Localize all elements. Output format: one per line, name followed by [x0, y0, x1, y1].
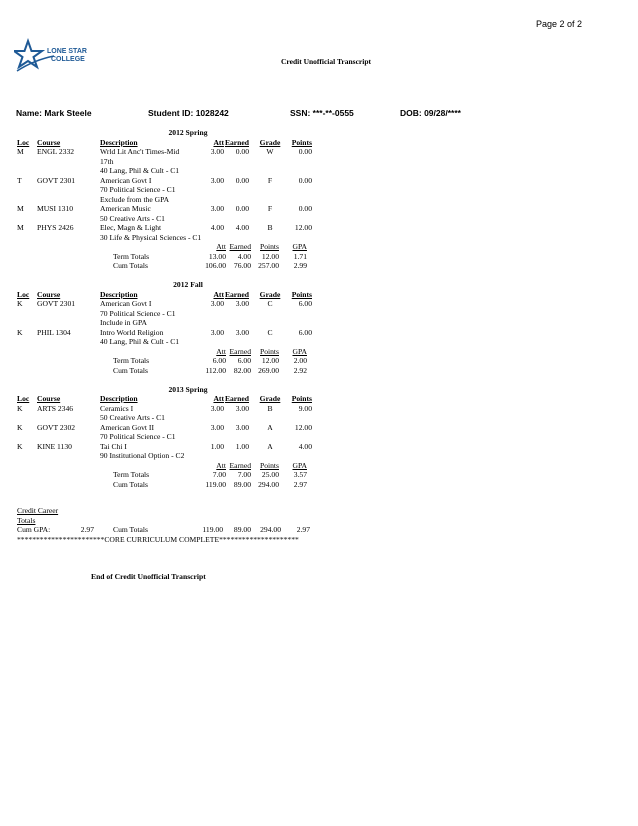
cum-gpa-value: 2.97: [80, 525, 94, 534]
course-points: 12.00: [294, 422, 312, 432]
totals-header-earned: Earned: [229, 242, 251, 251]
course-grade: F: [267, 175, 273, 185]
career-gpa: 2.97: [296, 525, 310, 534]
totals-header-points: Points: [260, 346, 279, 356]
term-totals-earned: 6.00: [237, 356, 251, 365]
course-description-line: 30 Life & Physical Sciences - C1: [100, 232, 202, 242]
course-earned: 3.00: [235, 327, 249, 337]
term-totals-att: 13.00: [208, 251, 226, 261]
col-header-description: Description: [100, 394, 138, 403]
course-description-line: 40 Lang, Phil & Cult - C1: [100, 337, 180, 346]
course-att: 3.00: [210, 147, 224, 156]
cum-totals-att: 106.00: [205, 261, 226, 270]
course-loc: K: [17, 441, 23, 451]
course-points: 0.00: [298, 147, 312, 156]
logo-text-line1: LONE STAR: [47, 48, 87, 55]
course-code: ARTS 2346: [37, 403, 74, 413]
course-points: 6.00: [298, 327, 312, 337]
career-label-totals: Totals: [17, 515, 36, 525]
career-cum-totals-label: Cum Totals: [113, 525, 148, 534]
student-ssn: SSN: ***-**-0555: [290, 108, 354, 118]
col-header-points: Points: [291, 289, 312, 299]
term-totals-att: 7.00: [212, 470, 226, 479]
course-earned: 3.00: [235, 422, 249, 432]
course-grade: B: [267, 223, 273, 232]
totals-header-gpa: GPA: [292, 242, 307, 251]
course-points: 6.00: [298, 299, 312, 308]
course-description-line: Ceramics I: [100, 403, 134, 413]
course-description-line: American Govt I: [100, 299, 152, 308]
col-header-grade: Grade: [259, 289, 281, 299]
col-header-att: Att: [213, 289, 224, 299]
student-name: Name: Mark Steele: [16, 108, 92, 118]
course-loc: T: [17, 175, 22, 185]
course-grade: F: [267, 204, 273, 213]
totals-header-earned: Earned: [229, 346, 251, 356]
term-totals-points: 12.00: [261, 251, 279, 261]
cum-totals-points: 257.00: [258, 261, 279, 270]
course-code: GOVT 2301: [37, 175, 76, 185]
course-code: ENGL 2332: [37, 147, 75, 156]
course-code: MUSI 1310: [37, 204, 74, 213]
core-curriculum-complete: ***********************CORE CURRICULUM COMPLETE*********************: [17, 534, 299, 544]
course-description-line: Exclude from the GPA: [100, 194, 170, 204]
course-loc: M: [17, 223, 24, 232]
course-description-line: Elec, Magn & Light: [100, 223, 162, 232]
student-id: Student ID: 1028242: [148, 108, 229, 118]
course-att: 3.00: [210, 327, 224, 337]
course-att: 3.00: [210, 299, 224, 308]
term-totals-gpa: 1.71: [293, 251, 307, 261]
course-description-line: American Govt I: [100, 175, 152, 185]
totals-header-att: Att: [216, 460, 226, 470]
cum-totals-gpa: 2.92: [293, 365, 307, 375]
course-description-line: Tai Chi I: [100, 441, 127, 451]
totals-header-gpa: GPA: [292, 460, 307, 470]
star-logo-icon: [14, 38, 99, 78]
course-grade: C: [267, 299, 273, 308]
col-header-loc: Loc: [17, 137, 30, 147]
course-code: GOVT 2302: [37, 422, 76, 432]
term-totals-label: Term Totals: [113, 356, 150, 365]
course-description-line: 70 Political Science - C1: [100, 185, 176, 194]
course-att: 3.00: [210, 175, 224, 185]
career-label: Credit Career: [17, 506, 59, 515]
course-description-line: Include in GPA: [100, 318, 147, 327]
cum-totals-label: Cum Totals: [113, 479, 148, 489]
college-logo: [14, 38, 99, 78]
col-header-att: Att: [213, 137, 224, 147]
col-header-course: Course: [37, 394, 61, 403]
course-grade: A: [267, 441, 273, 451]
col-header-description: Description: [100, 137, 138, 147]
col-header-grade: Grade: [259, 137, 281, 147]
course-loc: M: [17, 204, 24, 213]
course-code: KINE 1130: [37, 441, 72, 451]
course-att: 3.00: [210, 403, 224, 413]
term-totals-points: 25.00: [261, 470, 279, 479]
totals-header-att: Att: [216, 346, 226, 356]
course-description-line: 90 Institutional Option - C2: [100, 451, 185, 460]
course-points: 9.00: [298, 403, 312, 413]
student-dob: DOB: 09/28/****: [400, 108, 461, 118]
logo-text-line2: COLLEGE: [51, 56, 85, 63]
course-att: 4.00: [210, 223, 224, 232]
term-totals-label: Term Totals: [113, 470, 150, 479]
cum-totals-earned: 89.00: [233, 479, 251, 489]
totals-header-points: Points: [260, 460, 279, 470]
course-loc: K: [17, 422, 23, 432]
course-earned: 0.00: [235, 147, 249, 156]
course-points: 4.00: [298, 441, 312, 451]
course-att: 3.00: [210, 204, 224, 213]
career-att: 119.00: [202, 525, 223, 534]
course-earned: 3.00: [235, 403, 249, 413]
course-description-line: American Govt II: [100, 422, 154, 432]
term-totals-points: 12.00: [261, 356, 279, 365]
course-description-line: 17th: [100, 156, 114, 166]
course-grade: A: [267, 422, 273, 432]
course-code: GOVT 2301: [37, 299, 76, 308]
col-header-earned: Earned: [224, 394, 249, 403]
cum-totals-points: 269.00: [258, 365, 279, 375]
col-header-course: Course: [37, 289, 61, 299]
course-points: 0.00: [298, 175, 312, 185]
course-description-line: 40 Lang, Phil & Cult - C1: [100, 166, 180, 175]
course-grade: W: [266, 147, 274, 156]
course-points: 12.00: [294, 223, 312, 232]
col-header-earned: Earned: [224, 137, 249, 147]
term-totals-earned: 7.00: [237, 470, 251, 479]
term-heading: 2012 Spring: [168, 128, 208, 137]
cum-totals-att: 119.00: [205, 479, 226, 489]
end-of-transcript: End of Credit Unofficial Transcript: [91, 572, 206, 581]
course-loc: K: [17, 327, 23, 337]
course-description-line: Wrld Lit Anc't Times-Mid: [100, 147, 180, 156]
course-att: 1.00: [210, 441, 224, 451]
cum-totals-earned: 82.00: [233, 365, 251, 375]
col-header-points: Points: [291, 394, 312, 403]
course-description-line: Intro World Religion: [100, 327, 164, 337]
course-loc: M: [17, 147, 24, 156]
course-description-line: 70 Political Science - C1: [100, 308, 176, 318]
career-earned: 89.00: [233, 525, 251, 534]
term-totals-earned: 4.00: [237, 251, 251, 261]
course-description-line: 50 Creative Arts - C1: [100, 213, 165, 223]
col-header-course: Course: [37, 137, 61, 147]
course-points: 0.00: [298, 204, 312, 213]
term-totals-label: Term Totals: [113, 251, 150, 261]
course-description-line: American Music: [100, 204, 151, 213]
course-code: PHYS 2426: [37, 223, 74, 232]
cum-totals-label: Cum Totals: [113, 365, 148, 375]
career-points: 294.00: [260, 525, 281, 534]
totals-header-gpa: GPA: [292, 346, 307, 356]
course-description-line: 70 Political Science - C1: [100, 432, 176, 441]
col-header-grade: Grade: [259, 394, 281, 403]
term-heading: 2012 Fall: [173, 280, 203, 289]
course-earned: 4.00: [235, 223, 249, 232]
cum-totals-gpa: 2.99: [293, 261, 307, 270]
course-earned: 0.00: [235, 204, 249, 213]
course-earned: 1.00: [235, 441, 249, 451]
course-loc: K: [17, 403, 23, 413]
col-header-description: Description: [100, 289, 138, 299]
course-grade: C: [267, 327, 273, 337]
course-earned: 0.00: [235, 175, 249, 185]
totals-header-earned: Earned: [229, 460, 251, 470]
course-description-line: 50 Creative Arts - C1: [100, 413, 165, 422]
col-header-loc: Loc: [17, 394, 30, 403]
cum-gpa-label: Cum GPA:: [17, 525, 51, 534]
col-header-points: Points: [291, 137, 312, 147]
course-earned: 3.00: [235, 299, 249, 308]
course-att: 3.00: [210, 422, 224, 432]
col-header-earned: Earned: [224, 289, 249, 299]
course-grade: B: [267, 403, 273, 413]
col-header-loc: Loc: [17, 289, 30, 299]
course-code: PHIL 1304: [37, 327, 71, 337]
cum-totals-earned: 76.00: [233, 261, 251, 270]
cum-totals-att: 112.00: [205, 365, 226, 375]
term-totals-gpa: 2.00: [293, 356, 307, 365]
term-totals-gpa: 3.57: [293, 470, 307, 479]
cum-totals-points: 294.00: [258, 479, 279, 489]
course-loc: K: [17, 299, 23, 308]
totals-header-points: Points: [260, 242, 279, 251]
cum-totals-gpa: 2.97: [293, 479, 307, 489]
cum-totals-label: Cum Totals: [113, 261, 148, 270]
page-number: Page 2 of 2: [536, 19, 583, 29]
term-heading: 2013 Spring: [168, 384, 208, 394]
col-header-att: Att: [213, 394, 224, 403]
totals-header-att: Att: [216, 242, 226, 251]
report-title: Credit Unofficial Transcript: [281, 57, 371, 66]
term-totals-att: 6.00: [212, 356, 226, 365]
